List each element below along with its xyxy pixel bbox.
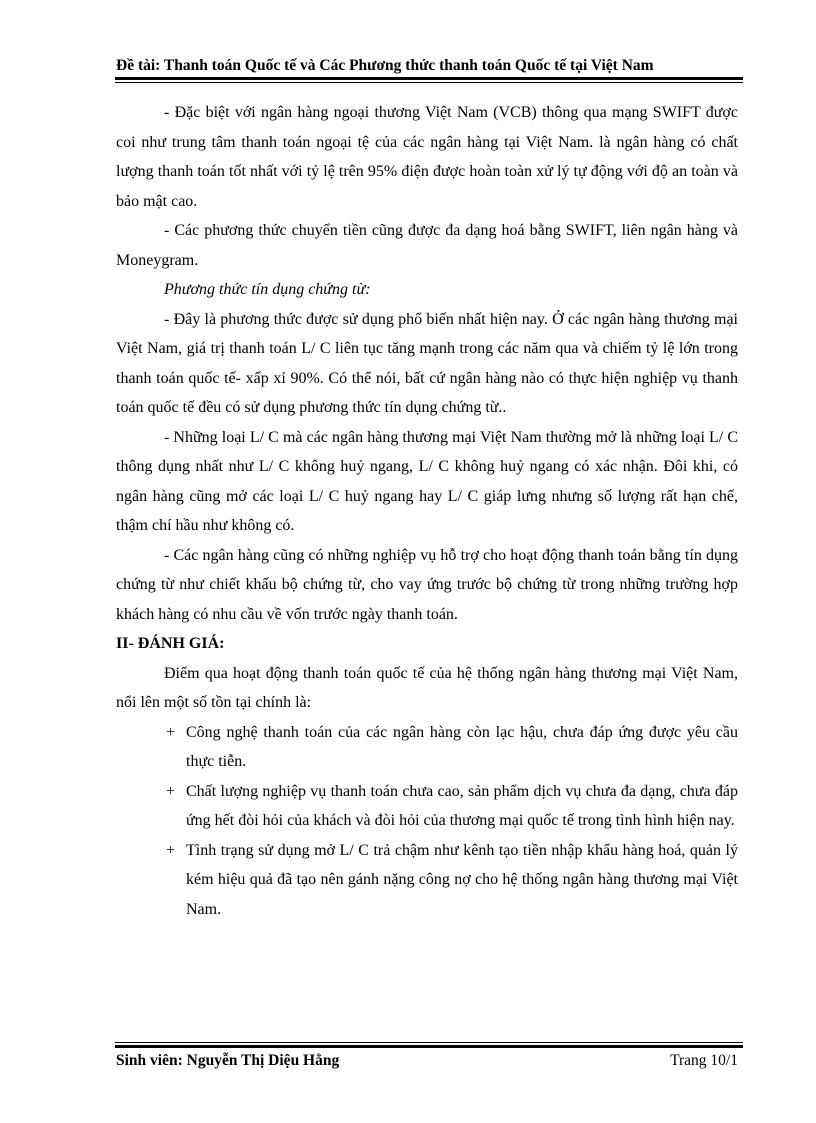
list-item-text: Tình trạng sử dụng mở L/ C trả chậm như kênh tạo tiền nhập khẩu hàng hoá, quản lý kém hiệu quả đã tạo nên gánh nặng công nợ cho hệ thống ngân hàng thương mại Việt Nam.	[186, 841, 738, 918]
paragraph-vcb-swift: - Đặc biệt với ngân hàng ngoại thương Việt Nam (VCB) thông qua mạng SWIFT được coi như trung tâm thanh toán ngoại tệ của các ngân hàng tại Việt Nam. là ngân hàng có chất lượng thanh toán tốt nhất với tỷ lệ trên 95% điện được hoàn toàn xử lý tự động với độ an toàn và bảo mật cao.	[116, 104, 738, 210]
footer-rule-thick	[115, 1045, 743, 1048]
list-item-text: Công nghệ thanh toán của các ngân hàng còn lạc hậu, chưa đáp ứng được yêu cầu thực tiễn.	[186, 723, 738, 770]
footer-rule-thin	[115, 1042, 743, 1043]
list-item-text: Chất lượng nghiệp vụ thanh toán chưa cao, sản phẩm dịch vụ chưa đa dạng, chưa đáp ứng hết đòi hỏi của khách và đòi hỏi của thương mại quốc tế trong tình hình hiện nay.	[186, 782, 738, 829]
list-item	[116, 718, 738, 777]
subheading-documentary-credit: Phương thức tín dụng chứng từ:	[164, 281, 371, 298]
list-item	[116, 836, 738, 925]
list-item	[116, 777, 738, 836]
section-heading-evaluation: II- ĐÁNH GIÁ:	[116, 635, 225, 652]
bullet-mark: +	[166, 782, 176, 800]
footer-student-name: Sinh viên: Nguyễn Thị Diệu Hằng	[116, 1052, 340, 1069]
page-header-title: Đề tài: Thanh toán Quốc tế và Các Phương thức thanh toán Quốc tế tại Việt Nam	[116, 57, 654, 74]
paragraph-lc-popularity: - Đây là phương thức được sử dụng phổ biến nhất hiện nay. Ở các ngân hàng thương mại Việt Nam, giá trị thanh toán L/ C liên tục tăng mạnh trong các năm qua và chiếm tỷ lệ lớn trong thanh toán quốc tế- xấp xỉ 90%. Có thể nói, bất cứ ngân hàng nào có thực hiện nghiệp vụ thanh toán quốc tế đều có sử dụng phương thức tín dụng chứng từ..	[116, 310, 738, 416]
paragraph-support-services: - Các ngân hàng cũng có những nghiệp vụ hỗ trợ cho hoạt động thanh toán bằng tín dụng chứng từ như chiết khấu bộ chứng từ, cho vay ứng trước bộ chứng từ trong những trường hợp khách hàng có nhu cầu về vốn trước ngày thanh toán.	[116, 546, 738, 623]
bullet-mark: +	[166, 723, 176, 741]
paragraph-lc-types: - Những loại L/ C mà các ngân hàng thương mại Việt Nam thường mở là những loại L/ C thông dụng nhất như L/ C không huỷ ngang, L/ C không huỷ ngang có xác nhận. Đôi khi, có ngân hàng cũng mở các loại L/ C huỷ ngang hay L/ C giáp lưng nhưng số lượng rất hạn chế, thậm chí hầu như không có.	[116, 428, 738, 534]
bullet-mark: +	[166, 841, 176, 859]
footer-page-number: Trang 10/1	[670, 1052, 738, 1069]
paragraph-transfer-methods: - Các phương thức chuyển tiền cũng được đa dạng hoá bằng SWIFT, liên ngân hàng và Moneygram.	[116, 222, 738, 269]
header-rule-thick	[115, 77, 743, 80]
document-body	[116, 98, 738, 924]
paragraph-evaluation-intro: Điểm qua hoạt động thanh toán quốc tế của hệ thống ngân hàng thương mại Việt Nam, nổi lên một số tồn tại chính là:	[116, 664, 738, 711]
header-rule-thin	[115, 82, 743, 83]
